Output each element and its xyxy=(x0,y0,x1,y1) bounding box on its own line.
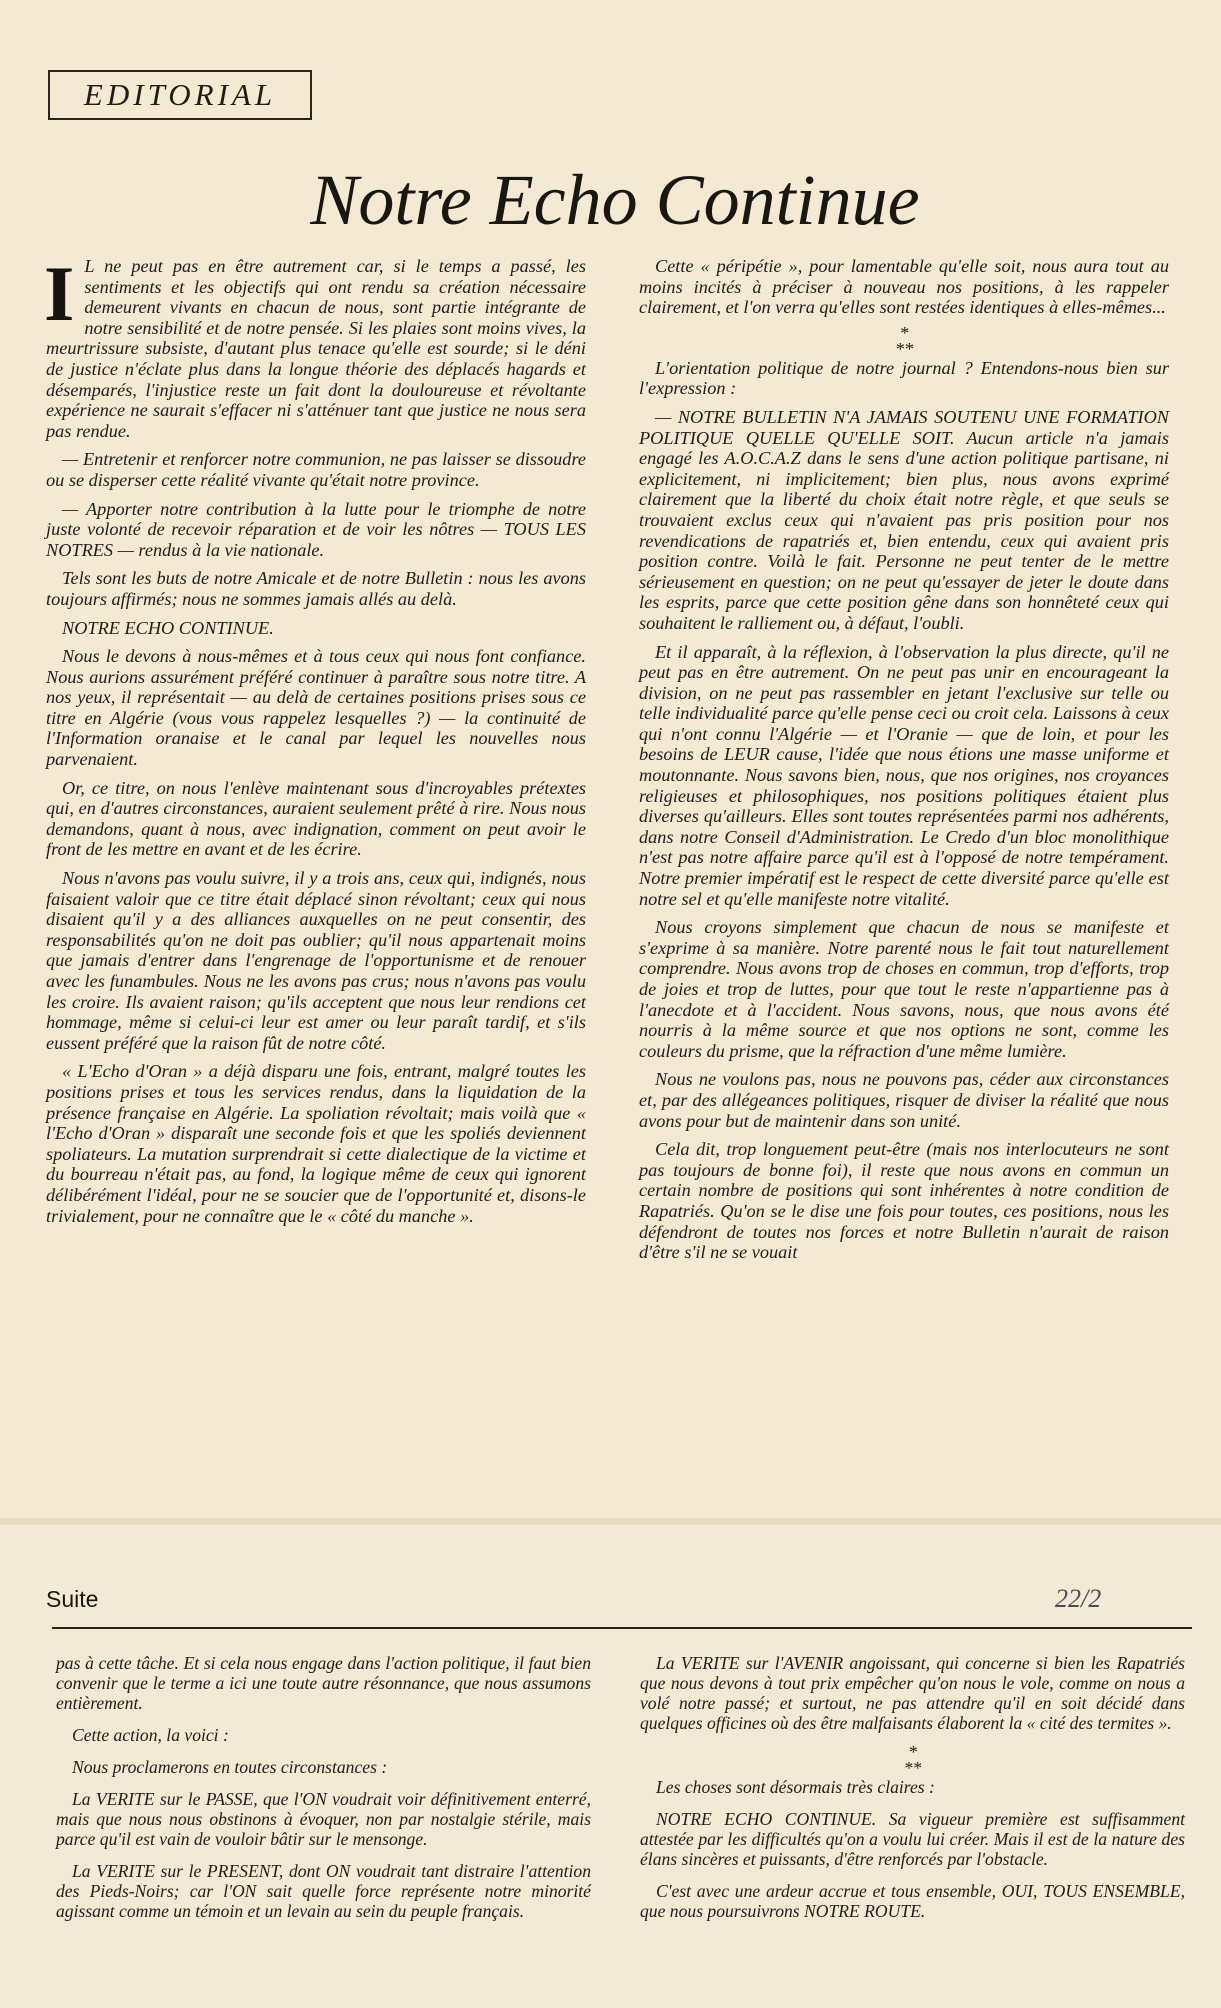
headline: Notre Echo Continue xyxy=(310,160,920,240)
paragraph: Cette action, la voici : xyxy=(72,1725,229,1745)
paragraph: La VERITE sur l'AVENIR angoissant, qui concerne si bien les Rapatriés que nous devons à tout prix empêcher qu'on nous le vole, comme on nous a volé notre passé; et surtout, ne pas attendre qu'il en soit décidé dans quelques officines où des être malfaisants élaborent la « cité des termites ». xyxy=(640,1653,1185,1733)
continuation-column-left xyxy=(56,1653,591,1933)
paragraph: — Apporter notre contribution à la lutte pour le triomphe de notre juste volonté de recevoir réparation et de voir les nôtres — TOUS LES NOTRES — rendus à la vie nationale. xyxy=(46,498,586,560)
continuation-column-right xyxy=(640,1653,1185,1933)
paragraph: Nous croyons simplement que chacun de nous se manifeste et s'exprime à sa manière. Notre parenté nous le fait tout naturellement comprendre. Nous avons trop de choses en commun, trop d'efforts, trop de joies et trop de luttes, pour que tout le reste n'appartienne pas à l'anecdote et à l'accident. Nous savons, nous, que nous avons été nourris à la même source et que nos options ne sont, comme les couleurs du prisme, que la réfraction d'une même lumière. xyxy=(639,917,1169,1061)
paragraph: — NOTRE BULLETIN N'A JAMAIS SOUTENU UNE FORMATION POLITIQUE QUELLE QU'ELLE SOIT. Aucun article n'a jamais engagé les A.O.C.A.Z dans le sens d'une action politique partisane, ni explicitement, ni implicitement; bien plus, nous avons exprimé clairement que la liberté du choix était notre règle, et que seuls se trouvaient exclus ceux qui n'avaient pas pris position pour nos revendications de rapatriés et, bien entendu, ceux qui avaient pris position contre. Voilà le fait. Personne ne peut tenter de le mettre sérieusement en question; on ne peut qu'essayer de jeter le doute dans les esprits, parce que cette position gêne dans son honnêteté ceux qui souhaitent le ralliement ou, à défaut, l'oubli. xyxy=(639,406,1169,633)
horizontal-rule xyxy=(52,1627,1192,1629)
paragraph: pas à cette tâche. Et si cela nous engage dans l'action politique, il faut bien convenir que le terme a ici une toute autre résonnance, que nous assumons entièrement. xyxy=(56,1653,591,1713)
section-separator: * xyxy=(899,322,909,343)
opening-paragraph xyxy=(44,250,586,441)
opening-text: L ne peut pas en être autrement car, si le temps a passé, les sentiments et les objectifs qui ont rendu sa création nécessaire demeurent vivants en chacun de nous, sont partie intégrante de notre sensibilité et de notre pensée. Si les plaies sont moins vives, la meurtrissure subsiste, d'autant plus tenace qu'elle est sourde; si le déni de justice n'éclate plus dans la longue théorie des déplacés hagards et désemparés, l'injustice reste un fait dont la douloureuse et révoltante expérience ne saurait s'effacer ni s'atténuer tant que justice ne nous sera pas rendue. xyxy=(46,256,586,441)
paragraph: Nous proclamerons en toutes circonstances : xyxy=(72,1757,388,1777)
paragraph: Nous ne voulons pas, nous ne pouvons pas, céder aux circonstances et, par des allégeances politiques, risquer de diviser la réalité que nous avons pour but de maintenir dans son unité. xyxy=(639,1069,1169,1131)
paragraph: Les choses sont désormais très claires : xyxy=(656,1777,935,1797)
paragraph: « L'Echo d'Oran » a déjà disparu une fois, entrant, malgré toutes les positions prises et tous les services rendus, dans la liquidation de la présence française en Algérie. La spoliation révoltait; mais voilà que « l'Echo d'Oran » disparaît une seconde fois et que les spoliés deviennent spoliateurs. La mutation surprendrait si cette dialectique de la victime et du bourreau n'était pas, au fond, la logique même de ceux qui ignorent délibérément l'idéal, pour ne se soucier que de l'opportunité et, disons-le trivialement, pour ne connaître que le « côté du manche ». xyxy=(46,1061,586,1226)
paragraph: Cette « péripétie », pour lamentable qu'elle soit, nous aura tout au moins incités à préciser à nouveau nos positions, à les rappeler clairement, et l'on verra qu'elles sont restées identiques à elles-mêmes... xyxy=(639,256,1169,318)
article-column-right xyxy=(639,256,1169,1271)
section-separator: * xyxy=(908,1742,917,1762)
paragraph: Nous n'avons pas voulu suivre, il y a trois ans, ceux qui, indignés, nous faisaient valoir que ce titre était déplacé sinon révoltant; ceux qui nous disaient qu'il y a des alliances auxquelles on ne peut consentir, des responsabilités qu'on ne doit pas oublier; qu'il nous appartenait moins que jamais d'entrer dans l'engrenage de l'opportunisme et de renouer avec les funambules. Nous ne les avons pas crus; nous n'avons pas voulu les croire. Ils avaient raison; qu'ils acceptent que nous leur rendions cet hommage, même si celui-ci leur est amer ou leur paraît tardif, et s'ils eussent préféré que la raison fût de notre côté. xyxy=(46,868,586,1053)
paragraph: C'est avec une ardeur accrue et tous ensemble, OUI, TOUS ENSEMBLE, que nous poursuivrons NOTRE ROUTE. xyxy=(640,1881,1185,1921)
paragraph: La VERITE sur le PRESENT, dont ON voudrait tant distraire l'attention des Pieds-Noirs; car l'ON sait quelle force représente notre minorité agissant comme un témoin et un levain au sein du peuple français. xyxy=(56,1861,591,1921)
paragraph: Cela dit, trop longuement peut-être (mais nos interlocuteurs ne sont pas toujours de bonne foi), il reste que nous avons en commun un certain nombre de positions qui sont inhérentes à notre condition de Rapatriés. Qu'on se le dise une fois pour toutes, ces positions, nous les défendront de toutes nos forces et notre Bulletin n'aurait de raison d'être s'il ne se vouait xyxy=(639,1139,1169,1263)
suite-label: Suite xyxy=(46,1586,99,1612)
article-column-left xyxy=(44,250,586,1234)
paragraph: Or, ce titre, on nous l'enlève maintenant sous d'incroyables prétextes qui, en d'autres circonstances, auraient seulement prêté à rire. Nous nous demandons, quant à nous, avec indignation, comment on peut avoir le front de les mettre en avant et de les écrire. xyxy=(46,777,586,860)
drop-cap: I xyxy=(44,250,75,337)
section-separator: ** xyxy=(903,1758,922,1778)
paragraph: — Entretenir et renforcer notre communion, ne pas laisser se dissoudre ou se disperser cette réalité vivante qu'était notre province. xyxy=(46,449,586,490)
editorial-label: EDITORIAL xyxy=(48,70,312,120)
paragraph: La VERITE sur le PASSE, que l'ON voudrait voir définitivement enterré, mais que nous nous obstinons à évoquer, non par nostalgie stérile, mais parce qu'il est vain de vouloir bâtir sur le mensonge. xyxy=(56,1789,591,1849)
page-number: 22/2 xyxy=(1055,1584,1102,1613)
paragraph: Nous le devons à nous-mêmes et à tous ceux qui nous font confiance. Nous aurions assurément préféré continuer à paraître sous notre titre. A nos yeux, il représentait — au delà de certaines positions prises sous ce titre en Algérie (vous vous rappelez lesquelles ?) — la continuité de l'Information oranaise et le canal par lequel les nouvelles nous parvenaient. xyxy=(46,646,586,770)
section-separator: ** xyxy=(894,338,914,359)
paragraph: Tels sont les buts de notre Amicale et de notre Bulletin : nous les avons toujours affirmés; nous ne sommes jamais allés au delà. xyxy=(46,568,586,609)
paragraph: Et il apparaît, à la réflexion, à l'observation la plus directe, qu'il ne peut pas en être autrement. On ne peut pas unir en encourageant la division, on ne peut pas rassembler en jetant l'exclusive sur telle ou telle individualité parce qu'elle pense ceci ou croit cela. Laissons à ceux qui n'ont connu l'Algérie — et l'Oranie — que de loin, et pour les besoins de LEUR cause, l'idée que nous étions une masse uniforme et moutonnante. Nous savons bien, nous, que nos origines, nos croyances religieuses et philosophiques, nos positions politiques étaient plus diverses qu'ailleurs. Elles sont toutes représentées parmi nos adhérents, dans notre Conseil d'Administration. Le Credo d'un bloc monolithique n'est pas notre affaire parce qu'il est à l'opposé de notre tempérament. Notre premier impératif est le respect de cette diversité parce qu'elle est notre sel et qu'elle manifeste notre vitalité. xyxy=(639,641,1169,909)
paragraph: NOTRE ECHO CONTINUE. Sa vigueur première est suffisamment attestée par les difficultés qu'on a voulu lui créer. Mais il est de la nature des élans sincères et puissants, d'être renforcés par l'obstacle. xyxy=(640,1809,1185,1869)
paragraph: L'orientation politique de notre journal ? Entendons-nous bien sur l'expression : xyxy=(639,357,1169,399)
paragraph: NOTRE ECHO CONTINUE. xyxy=(62,617,274,638)
